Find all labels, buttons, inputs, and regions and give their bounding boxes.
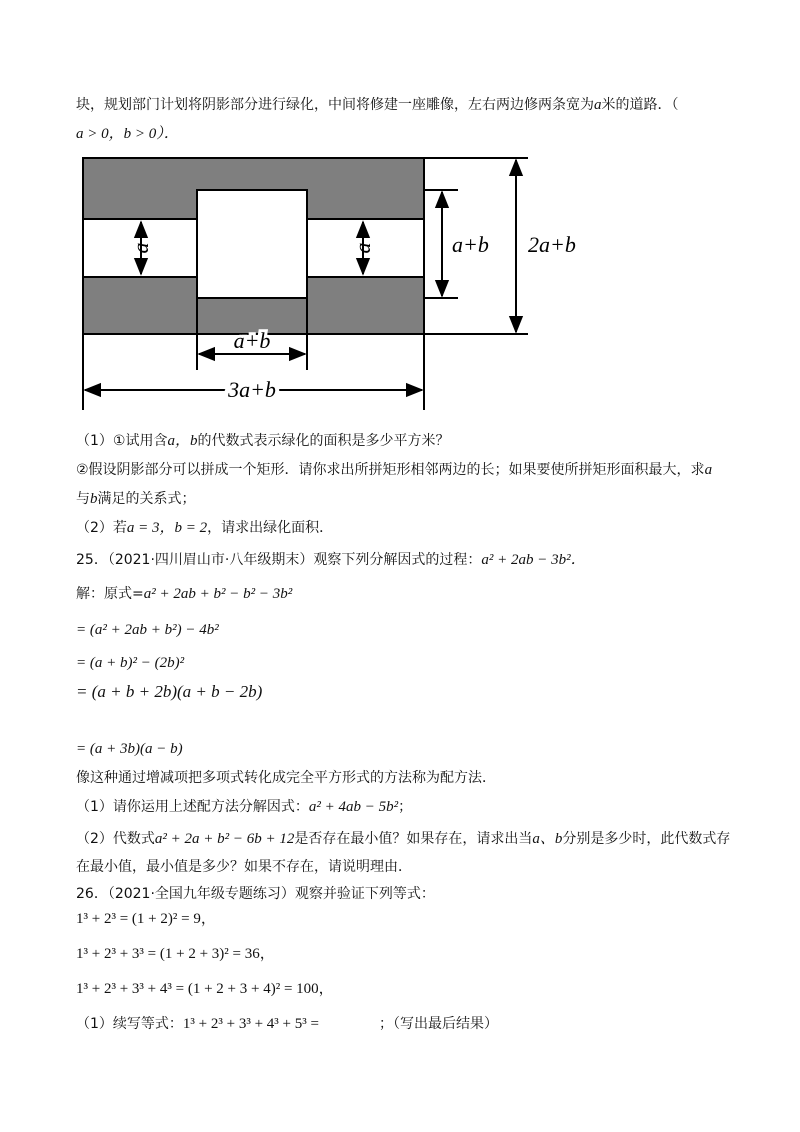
q25-step5 xyxy=(76,739,760,759)
q26-eq3 xyxy=(76,979,760,999)
q25-step3 xyxy=(76,653,760,673)
label-3a-plus-b: 3a+b xyxy=(228,377,276,402)
q25-title-text: 25．（2021·四川眉山市·八年级期末）观察下列分解因式的过程： xyxy=(76,552,482,568)
q25-step2-expr: = (a² + 2ab + b²) − 4b² xyxy=(76,622,219,638)
q25-q2 xyxy=(76,829,760,849)
q24-p1-end: 的代数式表示绿化的面积是多少平方米？ xyxy=(197,433,450,449)
q26-q1-blank xyxy=(319,1016,379,1032)
q25-step5-expr: = (a + 3b)(a − b) xyxy=(76,741,183,757)
q24-p4-start: （2）若 xyxy=(76,520,127,536)
q24-p4-cond: a = 3，b = 2 xyxy=(126,520,208,536)
q25-q1 xyxy=(76,797,760,817)
q25-q1-expr: a² + 4ab − 5b² xyxy=(308,799,399,815)
q25-q2-mid: 是否存在最小值？如果存在，请求出当 xyxy=(294,831,533,847)
q26-title xyxy=(76,884,760,904)
q25-q2-vars: a、b xyxy=(532,831,563,847)
q26-eq3-expr: 1³ + 2³ + 3³ + 4³ = (1 + 2 + 3 + 4)² = 100， xyxy=(76,981,334,997)
q25-step1 xyxy=(76,584,760,604)
label-a-left: a xyxy=(128,242,153,254)
q25-step1-expr: a² + 2ab + b² − b² − 3b² xyxy=(143,586,293,602)
q24-p4-end: ，请求出绿化面积． xyxy=(207,520,334,536)
q26-q1 xyxy=(76,1014,760,1034)
q24-part1 xyxy=(76,431,760,451)
q25-q2-end: 分别是多少时，此代数式存 xyxy=(562,831,731,847)
q26-title-text: 26．（2021·全国九年级专题练习）观察并验证下列等式： xyxy=(76,886,435,902)
q26-q1-end: ；（写出最后结果） xyxy=(378,1016,498,1032)
figure-diagram xyxy=(0,0,800,420)
q24-p1-vars: a，b xyxy=(167,433,198,449)
q26-eq1 xyxy=(76,909,760,929)
q25-q2-line2-text: 在最小值，最小值是多少？如果不存在，请说明理由． xyxy=(76,859,412,875)
q25-q2-line2 xyxy=(76,857,760,877)
q26-q1-expr: 1³ + 2³ + 3³ + 4³ + 5³ = xyxy=(182,1016,319,1032)
intro-var-a: a xyxy=(594,97,602,113)
q26-q1-start: （1）续写等式： xyxy=(76,1016,183,1032)
q26-eq2 xyxy=(76,944,760,964)
q24-part4 xyxy=(76,518,760,538)
q26-eq2-expr: 1³ + 2³ + 3³ = (1 + 2 + 3)² = 36， xyxy=(76,946,275,962)
q25-q1-start: （1）请你运用上述配方法分解因式： xyxy=(76,799,309,815)
label-a-right: a xyxy=(350,242,375,254)
q25-step3-expr: = (a + b)² − (2b)² xyxy=(76,655,185,671)
q24-p3-start: 与 xyxy=(76,491,90,507)
q24-p2-text: ②假设阴影部分可以拼成一个矩形．请你求出所拼矩形相邻两边的长；如果要使所拼矩形面积最大，求 xyxy=(76,462,705,478)
q24-p3-end: 满足的关系式； xyxy=(97,491,196,507)
q24-p3-var: b xyxy=(90,491,98,507)
q24-part2 xyxy=(76,460,760,480)
q25-title-expr: a² + 2ab − 3b²． xyxy=(481,552,586,568)
label-a-plus-b-horizontal: a+b xyxy=(233,328,271,353)
q25-sol-label: 解：原式= xyxy=(76,586,144,602)
q24-p2-var: a xyxy=(704,462,713,478)
q26-eq1-expr: 1³ + 2³ = (1 + 2)² = 9， xyxy=(76,911,216,927)
q25-note-text: 像这种通过增减项把多项式转化成完全平方形式的方法称为配方法． xyxy=(76,770,496,786)
q24-part3 xyxy=(76,489,760,509)
intro-text: 块，规划部门计划将阴影部分进行绿化，中间将修建一座雕像，左右两边修两条宽为 xyxy=(76,97,594,113)
q25-step4 xyxy=(76,682,760,703)
q25-title xyxy=(76,550,760,570)
label-a-plus-b-vertical: a+b xyxy=(452,232,489,257)
q25-q1-end: ； xyxy=(398,799,413,815)
q25-step4-expr: = (a + b + 2b)(a + b − 2b) xyxy=(76,682,263,701)
q25-q2-start: （2）代数式 xyxy=(76,831,155,847)
label-2a-plus-b: 2a+b xyxy=(528,232,576,257)
intro-conditions: a > 0，b > 0）． xyxy=(76,126,179,142)
statue-square xyxy=(197,190,307,298)
intro-text-end: 米的道路．（ xyxy=(601,97,679,113)
q25-q2-expr: a² + 2a + b² − 6b + 12 xyxy=(154,831,295,847)
q25-note xyxy=(76,768,760,788)
q24-p1-text: （1）①试用含 xyxy=(76,433,168,449)
q25-step2 xyxy=(76,620,760,640)
